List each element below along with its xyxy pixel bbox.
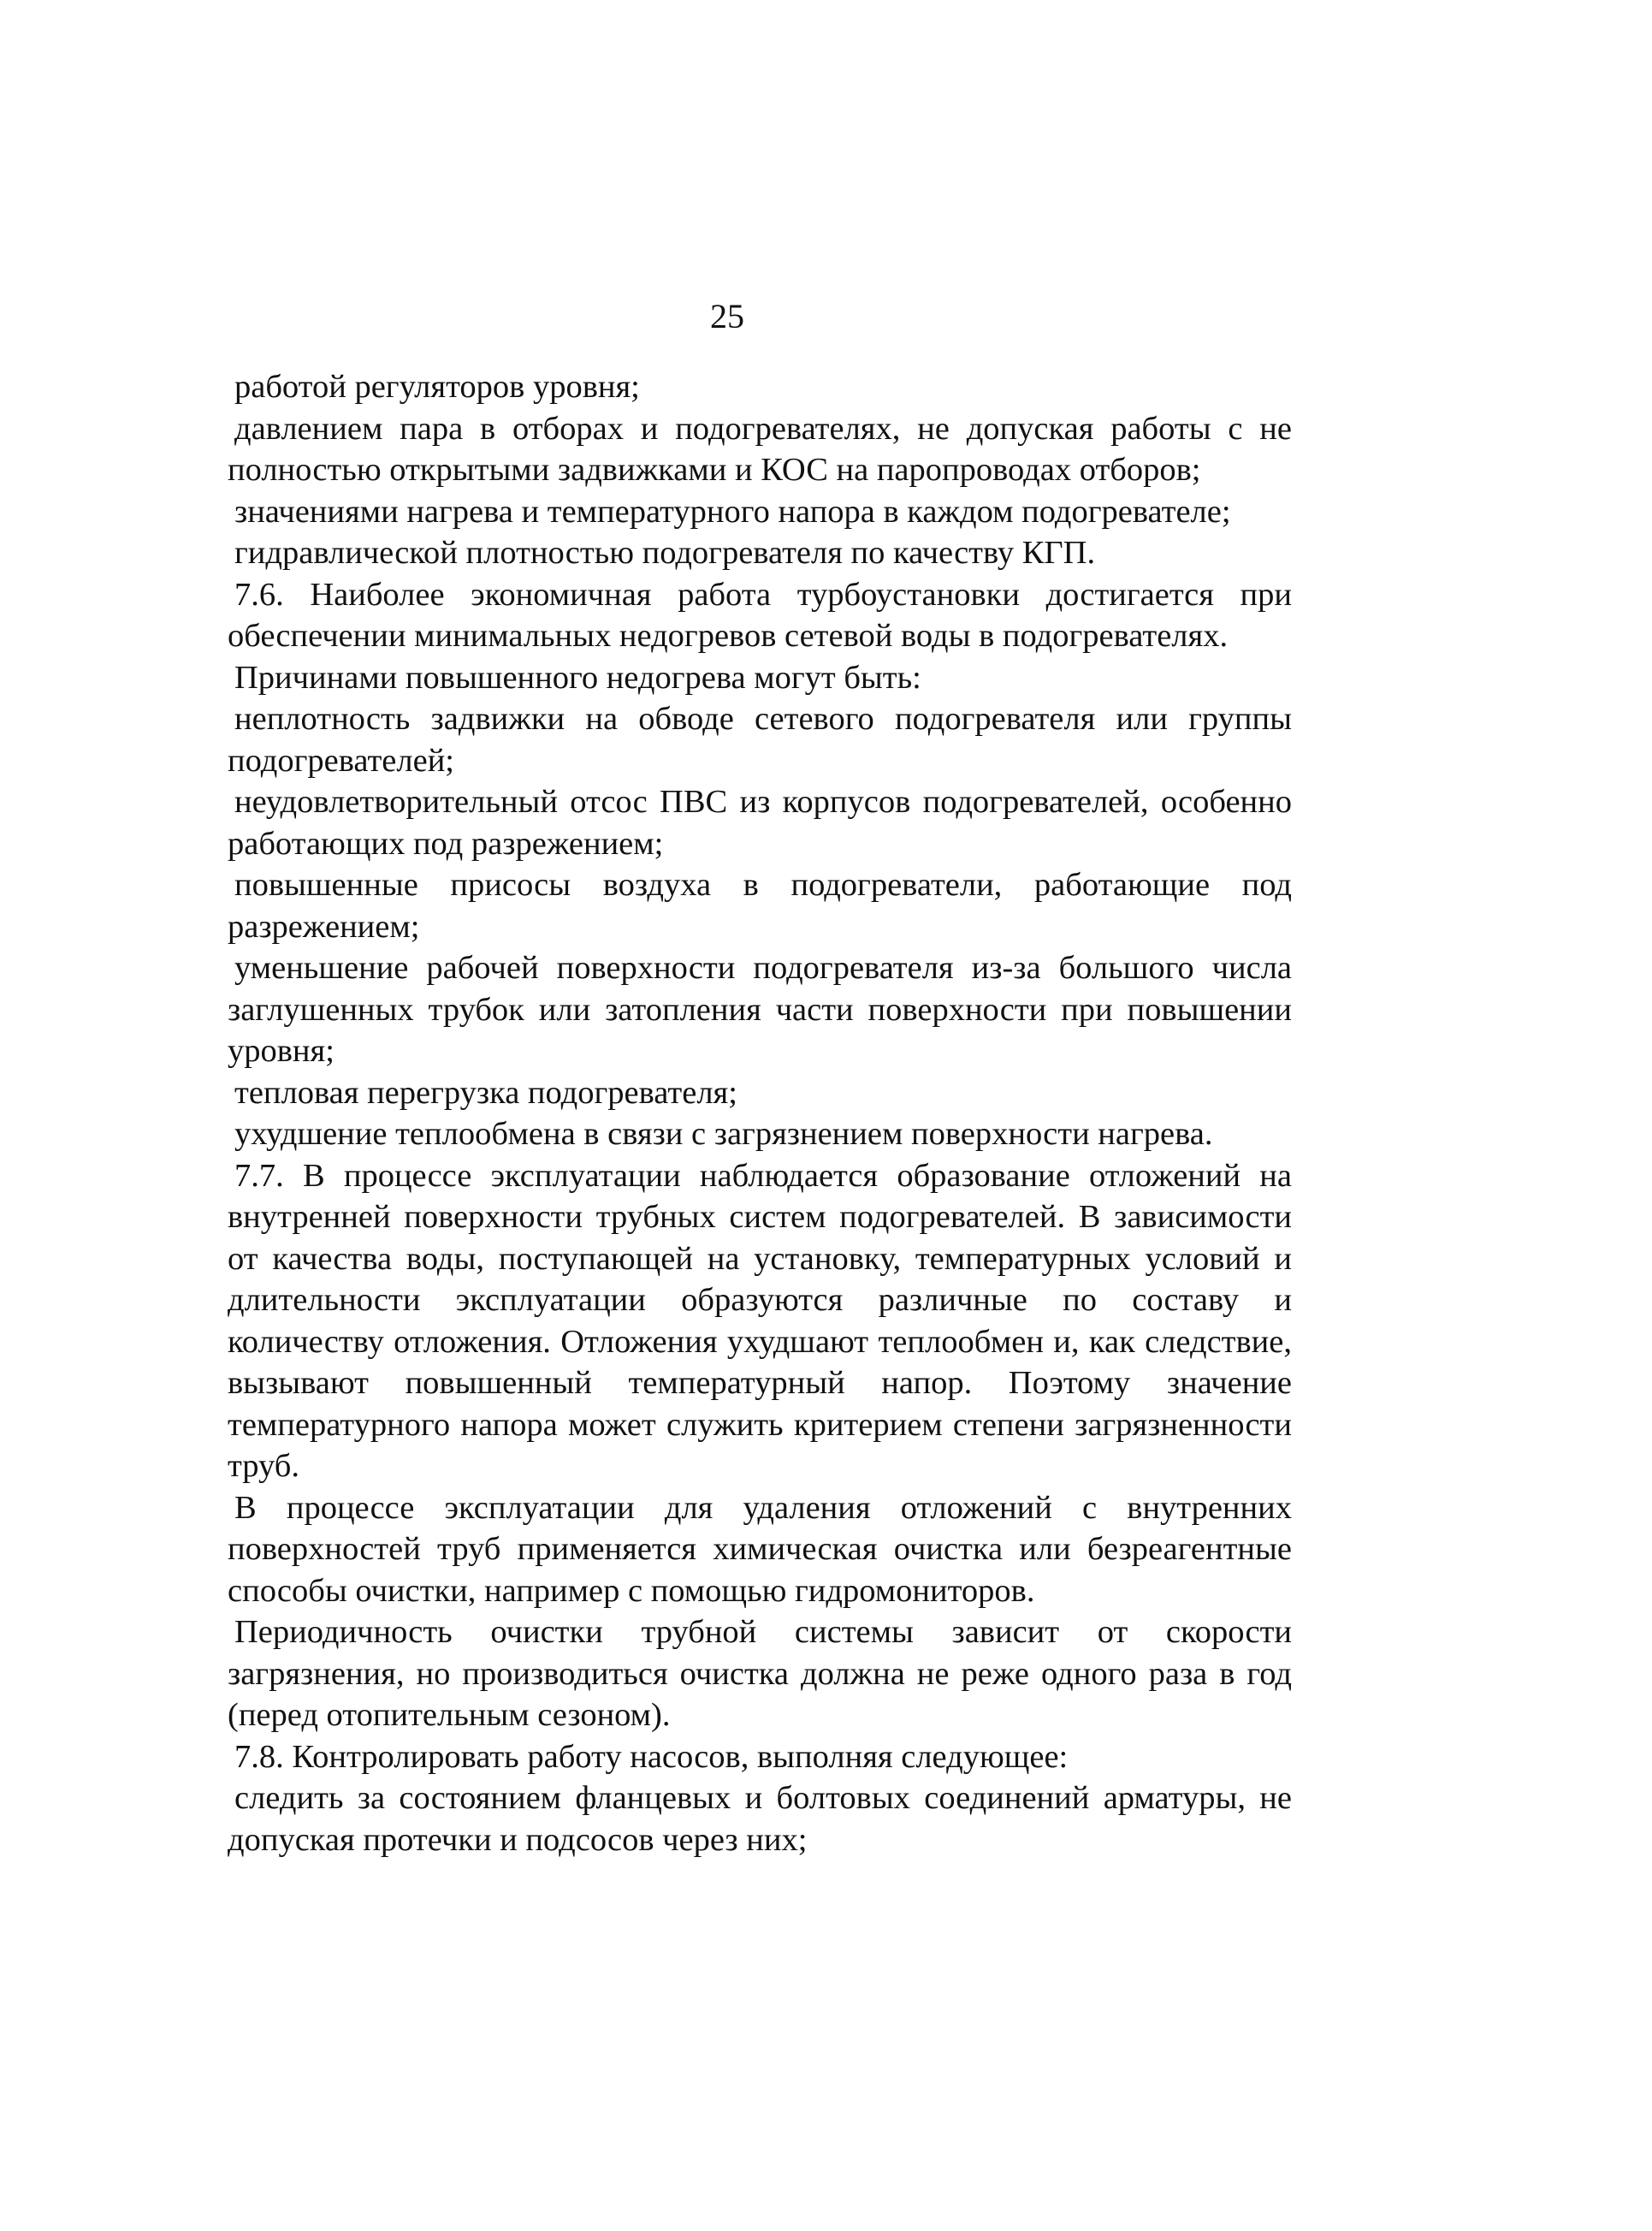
paragraph-11: тепловая перегрузка подогревателя; — [234, 1074, 737, 1111]
page-number: 25 — [710, 297, 744, 335]
paragraph-3: значениями нагрева и температурного напора в каждом подогревателе; — [234, 493, 1231, 530]
paragraph-17: следить за состоянием фланцевых и болтовых соединений арматуры, не допуская протечки и подсосов через них; — [228, 1780, 1292, 1858]
paragraph-1: работой регуляторов уровня; — [234, 369, 640, 405]
paragraph-4: гидравлической плотностью подогревателя по качеству КГП. — [234, 535, 1096, 571]
body-text — [228, 366, 1292, 1860]
paragraph-5: 7.6. Наиболее экономичная работа турбоустановки достигается при обеспечении минимальных недогревов сетевой воды в подогревателях. — [228, 576, 1292, 654]
paragraph-6: Причинами повышенного недогрева могут быть: — [234, 659, 921, 696]
paragraph-15: Периодичность очистки трубной системы зависит от скорости загрязнения, но производиться очистка должна не реже одного раза в год (перед отопительным сезоном). — [228, 1614, 1292, 1733]
paragraph-12: ухудшение теплообмена в связи с загрязнением поверхности нагрева. — [234, 1116, 1213, 1152]
paragraph-14: В процессе эксплуатации для удаления отложений с внутренних поверхностей труб применяется химическая очистка или безреагентные способы очистки, например с помощью гидромониторов. — [228, 1489, 1292, 1609]
paragraph-13: 7.7. В процессе эксплуатации наблюдается образование отложений на внутренней поверхности трубных систем подогревателей. В зависимости от качества воды, поступающей на установку, температурных условий и длительности эксплуатации образуются различные по составу и количеству отложения. Отложения ухудшают теплообмен и, как следствие, вызывают повышенный температурный напор. Поэтому значение температурного напора может служить критерием степени загрязненности труб. — [228, 1157, 1292, 1484]
paragraph-10: уменьшение рабочей поверхности подогревателя из-за большого числа заглушенных трубок или затопления части поверхности при повышении уровня; — [228, 950, 1292, 1069]
paragraph-8: неудовлетворительный отсос ПВС из корпусов подогревателей, особенно работающих под разрежением; — [228, 784, 1292, 862]
paragraph-9: повышенные присосы воздуха в подогреватели, работающие под разрежением; — [228, 867, 1292, 945]
paragraph-7: неплотность задвижки на обводе сетевого подогревателя или группы подогревателей; — [228, 701, 1292, 779]
paragraph-2: давлением пара в отборах и подогревателях, не допуская работы с не полностью открытыми задвижками и КОС на паропроводах отборов; — [228, 410, 1292, 488]
paragraph-16: 7.8. Контролировать работу насосов, выполняя следующее: — [234, 1738, 1069, 1775]
